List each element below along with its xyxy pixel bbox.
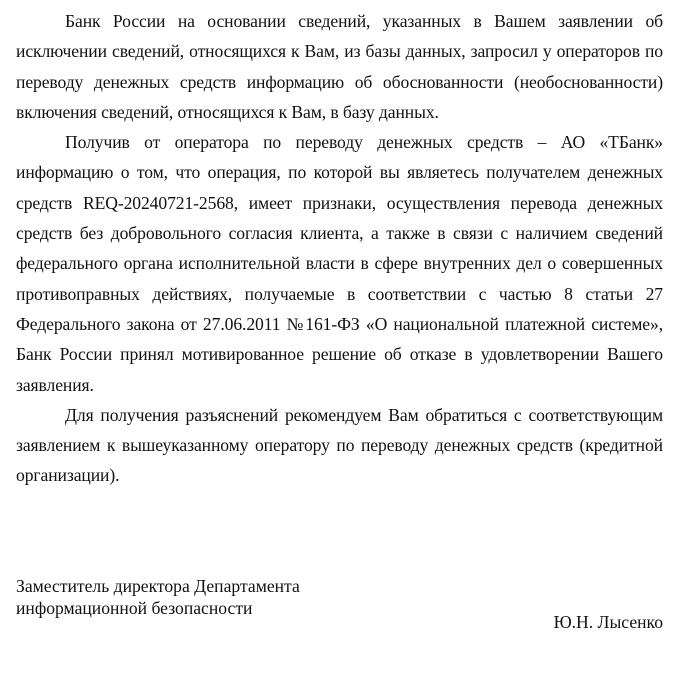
paragraph-recommendation: Для получения разъяснений рекомендуем Вам обратиться с соответствующим заявлением к вышеуказанному оператору по переводу денежных средств (кредитной организации). bbox=[16, 404, 663, 486]
paragraph-request-review: Банк России на основании сведений, указанных в Вашем заявлении об исключении сведений, относящихся к Вам, из базы данных, запросил у операторов по переводу денежных средств информацию об обоснованности (необоснованности) включения сведений, относящихся к Вам, в базу данных. bbox=[16, 11, 663, 122]
paragraph-decision: Получив от оператора по переводу денежных средств – АО «ТБанк» информацию о том, что операция, по которой вы являетесь получателем денежных средств REQ-20240721-2568, имеет признаки, осуществления перевода денежных средств без добровольного согласия клиента, а также в связи с наличием сведений федерального органа исполнительной власти в сфере внутренних дел о совершенных противоправных действиях, получаемые в соответствии с частью 8 статьи 27 Федерального закона от 27.06.2011 №161-ФЗ «О национальной платежной системе», Банк России принял мотивированное решение об отказе в удовлетворении Вашего заявления. bbox=[16, 132, 663, 395]
signatory-position-line1: Заместитель директора Департамента bbox=[16, 576, 300, 596]
letter-body bbox=[16, 6, 663, 491]
signatory-position-line2: информационной безопасности bbox=[16, 597, 253, 618]
signatory-name: Ю.Н. Лысенко bbox=[553, 612, 663, 632]
signature-block bbox=[16, 576, 663, 632]
